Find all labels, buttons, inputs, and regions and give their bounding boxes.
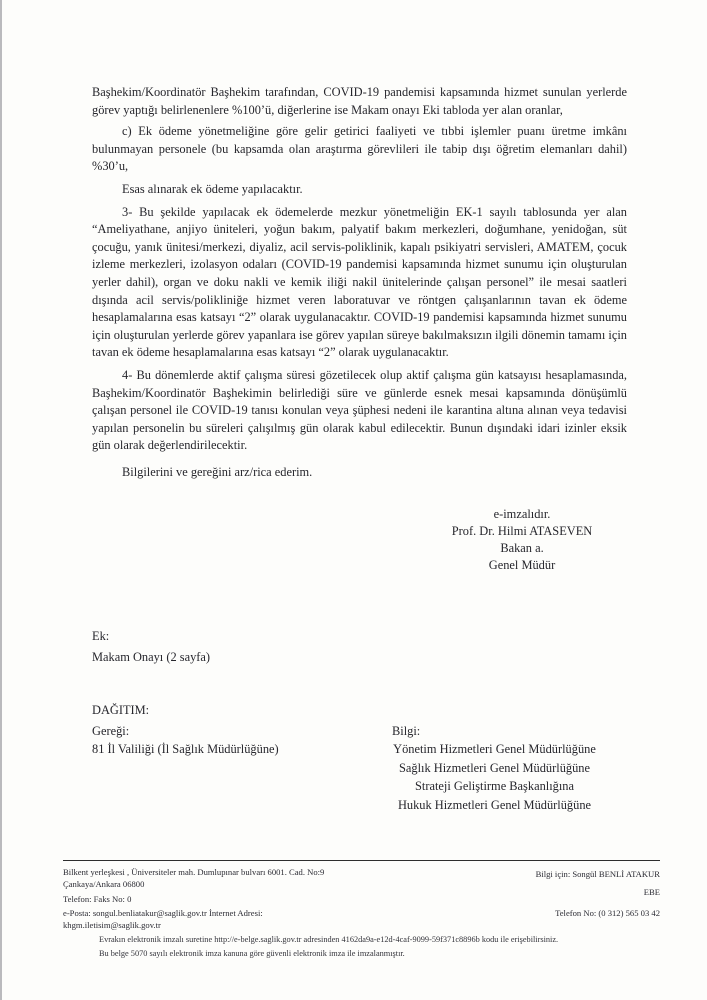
signatory-name: Prof. Dr. Hilmi ATASEVEN — [451, 524, 593, 538]
footer-phone-fax: Telefon: Faks No: 0 — [63, 893, 132, 904]
bilgi-item: Yönetim Hizmetleri Genel Müdürlüğüne — [393, 742, 596, 756]
paragraph-item-c: c) Ek ödeme yönetmeliğine göre gelir getirici faaliyeti ve tıbbi işlemler puanı üretme imkânı bulunmayan personele (bu kapsamda olan araştırma görevlileri ile tabip dışı öğretim elemanları dahil) %30’u, — [92, 124, 627, 174]
footer-email-line: e-Posta: songul.benliatakur@saglik.gov.tr İnternet Adresi: — [63, 908, 263, 918]
footer-info-block — [536, 866, 660, 931]
scan-edge-artifact — [0, 0, 2, 1000]
distribution-bilgi-column — [382, 722, 607, 815]
distribution-geregi-column — [92, 722, 382, 815]
footer-contact-name: Bilgi için: Songül BENLİ ATAKUR — [535, 869, 660, 879]
signature-block — [412, 506, 632, 574]
bilgi-label: Bilgi: — [392, 723, 421, 738]
footer-esign-law-line: Bu belge 5070 sayılı elektronik imza kanuna göre güvenli elektronik imza ile imzalanmıştır. — [99, 948, 405, 958]
paragraph-4: 4- Bu dönemlerde aktif çalışma süresi gözetilecek olup aktif çalışma gün katsayısı hesaplamasında, Başhekim/Koordinatör Başhekimin belirlediği süre ve günlerde esnek mesai kapsamında dönüşümlü çalışan personel ile COVID-19 tanısı konulan veya şüphesi nedeni ile karantina altına alınan veya tedavisi yapılan personelin bu süreleri çalışılmış gün olarak kabul edilecektir. Bunun dışındaki idari izinler eksik gün olarak değerlendirilecektir. — [92, 367, 627, 453]
attachment-label: Ek: — [92, 629, 110, 643]
signatory-on-behalf: Bakan a. — [500, 541, 544, 555]
footer-contact-title: EBE — [643, 887, 660, 897]
paragraph-3: 3- Bu şekilde yapılacak ek ödemelerde mezkur yönetmeliğin EK-1 sayılı tablosunda yer alan “Ameliyathane, anjiyo üniteleri, yoğun bakım, palyatif bakım merkezleri, doğumhane, yenidoğan, süt çocuğu, yanık ünitesi/merkezi, diyaliz, acil servis-poliklinik, kapalı psikiyatri servisleri, AMATEM, çocuk izleme merkezleri, izolasyon odaları (COVID-19 pandemisi kapsamında hizmet sunumu için oluşturulan yerler dahil), organ ve doku nakli ve kemik iliği nakil ünitelerinde çalışan personel” ile mesai saatleri dışında acil servis/polikliniğe hizmet veren laboratuvar ve röntgen çalışanlarının tavan ek ödeme hesaplamalarına esas katsayı “2” olarak uygulanacaktır. COVID-19 pandemisi kapsamında hizmet sunumu için oluşturulan yerlerde görev yapanlara ise görev yapılan süreye bakılmaksızın ilgili dönemin tamamı için tavan ek ödeme hesaplamalarına esas katsayı “2” olarak uygulanacaktır. — [92, 204, 627, 360]
paragraph-esas: Esas alınarak ek ödeme yapılacaktır. — [122, 181, 303, 196]
closing-line: Bilgilerini ve gereğini arz/rica ederim. — [122, 464, 313, 479]
paragraph-continuation: Başhekim/Koordinatör Başhekim tarafından, COVID-19 pandemisi kapsamında hizmet sunulan yerlerde görev yaptığı belirlenenlere %100’ü, diğerlerine ise Makam onayı Eki tabloda yer alan oranlar, — [92, 85, 627, 117]
distribution-block — [92, 701, 627, 814]
geregi-item: 81 İl Valiliği (İl Sağlık Müdürlüğüne) — [92, 742, 279, 756]
attachment-block — [92, 626, 210, 668]
letter-body — [92, 84, 627, 486]
bilgi-item: Strateji Geliştirme Başkanlığına — [415, 779, 574, 793]
esignature-note: e-imzalıdır. — [493, 507, 551, 521]
footer-contact-phone: Telefon No: (0 312) 565 03 42 — [555, 908, 660, 918]
letter-footer — [63, 860, 660, 960]
footer-address-line2: Çankaya/Ankara 06800 — [63, 879, 145, 889]
bilgi-item: Sağlık Hizmetleri Genel Müdürlüğüne — [399, 760, 590, 775]
footer-address-line1: Bilkent yerleşkesi , Üniversiteler mah. Dumlupınar bulvarı 6001. Cad. No:9 — [63, 867, 325, 877]
footer-legal-block — [63, 933, 660, 960]
geregi-label: Gereği: — [92, 723, 130, 738]
footer-email-line2: khgm.iletisim@saglik.gov.tr — [63, 920, 161, 930]
footer-everification-line: Evrakın elektronik imzalı suretine http://e-belge.saglik.gov.tr adresinden 4162da9a-e12d-4caf-9099-59f371c8896b kodu ile erişebilirsiniz. — [99, 935, 559, 944]
bilgi-item: Hukuk Hizmetleri Genel Müdürlüğüne — [397, 797, 592, 812]
footer-contact-block — [63, 866, 458, 931]
distribution-title: DAĞITIM: — [92, 703, 150, 717]
attachment-item: Makam Onayı (2 sayfa) — [92, 650, 211, 664]
signatory-title: Genel Müdür — [488, 558, 556, 572]
